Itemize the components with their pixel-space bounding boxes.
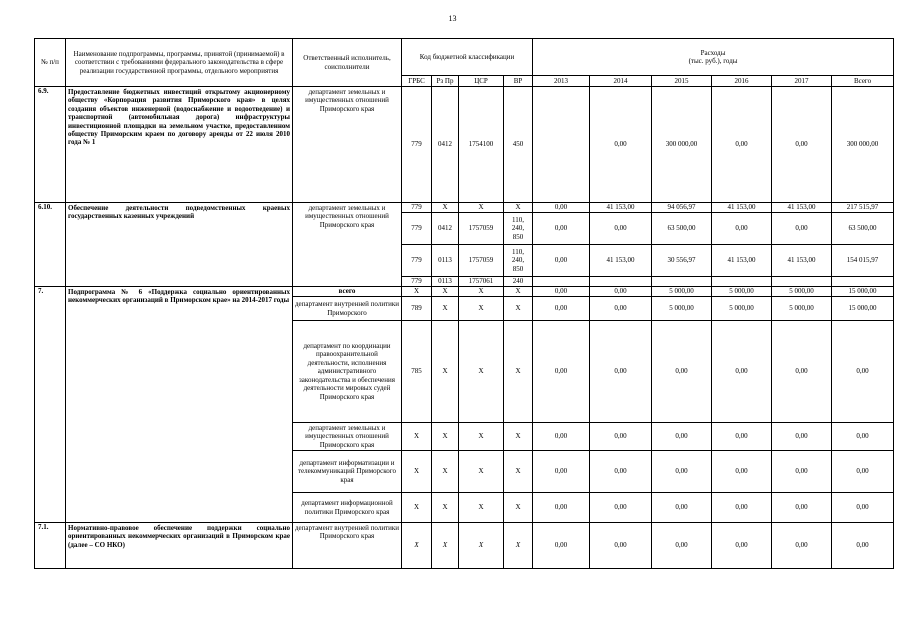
- cell-grbs: 785: [402, 321, 432, 423]
- cell-2016: 5 000,00: [712, 287, 772, 297]
- cell-rzpr: X: [432, 493, 459, 523]
- cell-grbs: X: [402, 287, 432, 297]
- cell-2013: 0,00: [533, 287, 590, 297]
- cell-2015: 5 000,00: [652, 297, 712, 321]
- cell-2015: 94 056,97: [652, 203, 712, 213]
- cell-rzpr: X: [432, 203, 459, 213]
- table-row: [35, 203, 894, 213]
- cell-2017: 0,00: [772, 451, 832, 493]
- table-row: [35, 87, 894, 203]
- cell-csr: X: [459, 423, 504, 451]
- cell-vr: X: [504, 321, 533, 423]
- cell-2015: 0,00: [652, 423, 712, 451]
- header-2013: 2013: [533, 76, 590, 87]
- header-budget-code: Код бюджетной классификации: [402, 39, 533, 76]
- header-total: Всего: [832, 76, 894, 87]
- cell-vr: 240: [504, 277, 533, 287]
- cell-csr: 1757059: [459, 245, 504, 277]
- cell-2013: 0,00: [533, 297, 590, 321]
- cell-2013: 0,00: [533, 493, 590, 523]
- cell-2017: 41 153,00: [772, 245, 832, 277]
- cell-2014: 0,00: [590, 493, 652, 523]
- row-responsible: департамент по координации правоохранительной деятельности, исполнения административного законодательства и обеспечения деятельности мировых судей Приморского края: [293, 321, 402, 423]
- cell-2016: 0,00: [712, 87, 772, 203]
- cell-total: 0,00: [832, 451, 894, 493]
- cell-2015: 63 500,00: [652, 213, 712, 245]
- cell-2013: [533, 87, 590, 203]
- cell-2017: 0,00: [772, 423, 832, 451]
- cell-2015: 0,00: [652, 493, 712, 523]
- cell-2013: 0,00: [533, 451, 590, 493]
- cell-2014: 0,00: [590, 213, 652, 245]
- cell-rzpr: X: [432, 321, 459, 423]
- cell-2013: 0,00: [533, 423, 590, 451]
- cell-total: 0,00: [832, 523, 894, 569]
- cell-2013: 0,00: [533, 321, 590, 423]
- header-rzpr: Рз Пр: [432, 76, 459, 87]
- table-row: [35, 287, 894, 297]
- cell-2016: 0,00: [712, 493, 772, 523]
- row-responsible: департамент внутренней политики Приморского края: [293, 523, 402, 569]
- cell-grbs: 779: [402, 87, 432, 203]
- cell-rzpr: X: [432, 287, 459, 297]
- row-name: Подпрограмма № 6 «Поддержка социально ориентированных некоммерческих организаций в Приморском крае» на 2014-2017 годы: [66, 287, 293, 523]
- cell-2014: 0,00: [590, 87, 652, 203]
- cell-grbs: X: [402, 423, 432, 451]
- cell-rzpr: 0113: [432, 277, 459, 287]
- row-number: 6.9.: [35, 87, 66, 203]
- cell-vr: X: [504, 451, 533, 493]
- header-2015: 2015: [652, 76, 712, 87]
- cell-vr: 110, 240, 850: [504, 245, 533, 277]
- row-name: Обеспечение деятельности подведомственных краевых государственных казенных учреждений: [66, 203, 293, 287]
- header-responsible: Ответственный исполнитель, соисполнители: [293, 39, 402, 87]
- cell-grbs: 779: [402, 277, 432, 287]
- row-responsible: департамент информатизации и телекоммуникаций Приморского края: [293, 451, 402, 493]
- cell-total: 217 515,97: [832, 203, 894, 213]
- cell-2013: 0,00: [533, 523, 590, 569]
- cell-2015: 30 556,97: [652, 245, 712, 277]
- cell-2014: 0,00: [590, 297, 652, 321]
- cell-2016: 0,00: [712, 321, 772, 423]
- cell-csr: 1754100: [459, 87, 504, 203]
- cell-2014: 41 153,00: [590, 203, 652, 213]
- row-number: 7.1.: [35, 523, 66, 569]
- cell-vr: 450: [504, 87, 533, 203]
- cell-rzpr: X: [432, 523, 459, 569]
- cell-2017: 0,00: [772, 213, 832, 245]
- header-2017: 2017: [772, 76, 832, 87]
- cell-grbs: X: [402, 493, 432, 523]
- budget-table: [34, 38, 894, 569]
- cell-grbs: 779: [402, 245, 432, 277]
- cell-2014: 0,00: [590, 451, 652, 493]
- cell-2016: 0,00: [712, 523, 772, 569]
- header-num: № п/п: [35, 39, 66, 87]
- cell-2017: 0,00: [772, 321, 832, 423]
- cell-total: 15 000,00: [832, 297, 894, 321]
- cell-2013: 0,00: [533, 203, 590, 213]
- cell-2013: 0,00: [533, 245, 590, 277]
- header-expenses: Расходы (тыс. руб.), годы: [533, 39, 894, 76]
- row-name: Предоставление бюджетных инвестиций открытому акционерному обществу «Корпорация развития Приморского края» в целях создания объектов инженерной (водоснабжение и водоотведение) и транспортной (автомобильная дорога) инфраструктуры инвестиционной площадки на земельном участке, предоставленном обществу Приморским краем по договору аренды от 22 июля 2010 года № 1: [66, 87, 293, 203]
- header-2014: 2014: [590, 76, 652, 87]
- cell-total: 0,00: [832, 423, 894, 451]
- cell-csr: 1757061: [459, 277, 504, 287]
- cell-2015: 0,00: [652, 523, 712, 569]
- row-responsible: департамент земельных и имущественных отношений Приморского края: [293, 423, 402, 451]
- cell-vr: 110, 240, 850: [504, 213, 533, 245]
- cell-grbs: 779: [402, 203, 432, 213]
- cell-2015: 0,00: [652, 321, 712, 423]
- row-number: 6.10.: [35, 203, 66, 287]
- cell-2016: 0,00: [712, 213, 772, 245]
- cell-total: 15 000,00: [832, 287, 894, 297]
- cell-csr: X: [459, 287, 504, 297]
- cell-csr: X: [459, 523, 504, 569]
- cell-csr: X: [459, 493, 504, 523]
- cell-grbs: X: [402, 523, 432, 569]
- header-csr: ЦСР: [459, 76, 504, 87]
- cell-csr: X: [459, 321, 504, 423]
- row-number: 7.: [35, 287, 66, 523]
- cell-2016: 5 000,00: [712, 297, 772, 321]
- cell-vr: X: [504, 423, 533, 451]
- cell-csr: X: [459, 203, 504, 213]
- cell-rzpr: X: [432, 451, 459, 493]
- header-grbs: ГРБС: [402, 76, 432, 87]
- cell-2013: 0,00: [533, 213, 590, 245]
- cell-2016: 0,00: [712, 451, 772, 493]
- cell-vr: X: [504, 203, 533, 213]
- header-vr: ВР: [504, 76, 533, 87]
- cell-vr: X: [504, 297, 533, 321]
- page-number: 13: [448, 14, 457, 23]
- cell-csr: X: [459, 297, 504, 321]
- cell-2014: 0,00: [590, 423, 652, 451]
- cell-2014: 0,00: [590, 523, 652, 569]
- cell-vr: X: [504, 493, 533, 523]
- cell-2014: 0,00: [590, 287, 652, 297]
- header-name: Наименование подпрограммы, программы, принятой (принимаемой) в соответствии с требованиями федерального законодательства в сфере реализации государственной программы, отдельного мероприятия: [66, 39, 293, 87]
- cell-grbs: 789: [402, 297, 432, 321]
- row-responsible: департамент земельных и имущественных отношений Приморского края: [293, 87, 402, 203]
- row-name: Нормативно-правовое обеспечение поддержки социально ориентированных некоммерческих организаций в Приморском крае (далее – СО НКО): [66, 523, 293, 569]
- row-responsible: департамент информационной политики Приморского края: [293, 493, 402, 523]
- cell-2016: 41 153,00: [712, 203, 772, 213]
- cell-total: 0,00: [832, 321, 894, 423]
- cell-2017: 0,00: [772, 87, 832, 203]
- row-responsible: всего: [293, 287, 402, 297]
- row-responsible: департамент внутренней политики Приморского: [293, 297, 402, 321]
- cell-csr: X: [459, 451, 504, 493]
- cell-2015: 0,00: [652, 451, 712, 493]
- header-2016: 2016: [712, 76, 772, 87]
- cell-2016: 0,00: [712, 423, 772, 451]
- cell-grbs: 779: [402, 213, 432, 245]
- cell-rzpr: X: [432, 297, 459, 321]
- cell-vr: X: [504, 287, 533, 297]
- cell-rzpr: 0412: [432, 87, 459, 203]
- cell-2015: 300 000,00: [652, 87, 712, 203]
- cell-2014: 0,00: [590, 321, 652, 423]
- cell-csr: 1757059: [459, 213, 504, 245]
- cell-total: 63 500,00: [832, 213, 894, 245]
- cell-2015: 5 000,00: [652, 287, 712, 297]
- cell-2014: 41 153,00: [590, 245, 652, 277]
- cell-vr: X: [504, 523, 533, 569]
- cell-2017: 0,00: [772, 493, 832, 523]
- cell-2017: 5 000,00: [772, 297, 832, 321]
- cell-rzpr: X: [432, 423, 459, 451]
- cell-total: 0,00: [832, 493, 894, 523]
- cell-total: 300 000,00: [832, 87, 894, 203]
- cell-grbs: X: [402, 451, 432, 493]
- cell-rzpr: 0412: [432, 213, 459, 245]
- cell-2017: 41 153,00: [772, 203, 832, 213]
- row-responsible: департамент земельных и имущественных отношений Приморского края: [293, 203, 402, 287]
- table-row: [35, 523, 894, 569]
- cell-2016: 41 153,00: [712, 245, 772, 277]
- cell-total: 154 015,97: [832, 245, 894, 277]
- cell-2017: 0,00: [772, 523, 832, 569]
- cell-rzpr: 0113: [432, 245, 459, 277]
- cell-2017: 5 000,00: [772, 287, 832, 297]
